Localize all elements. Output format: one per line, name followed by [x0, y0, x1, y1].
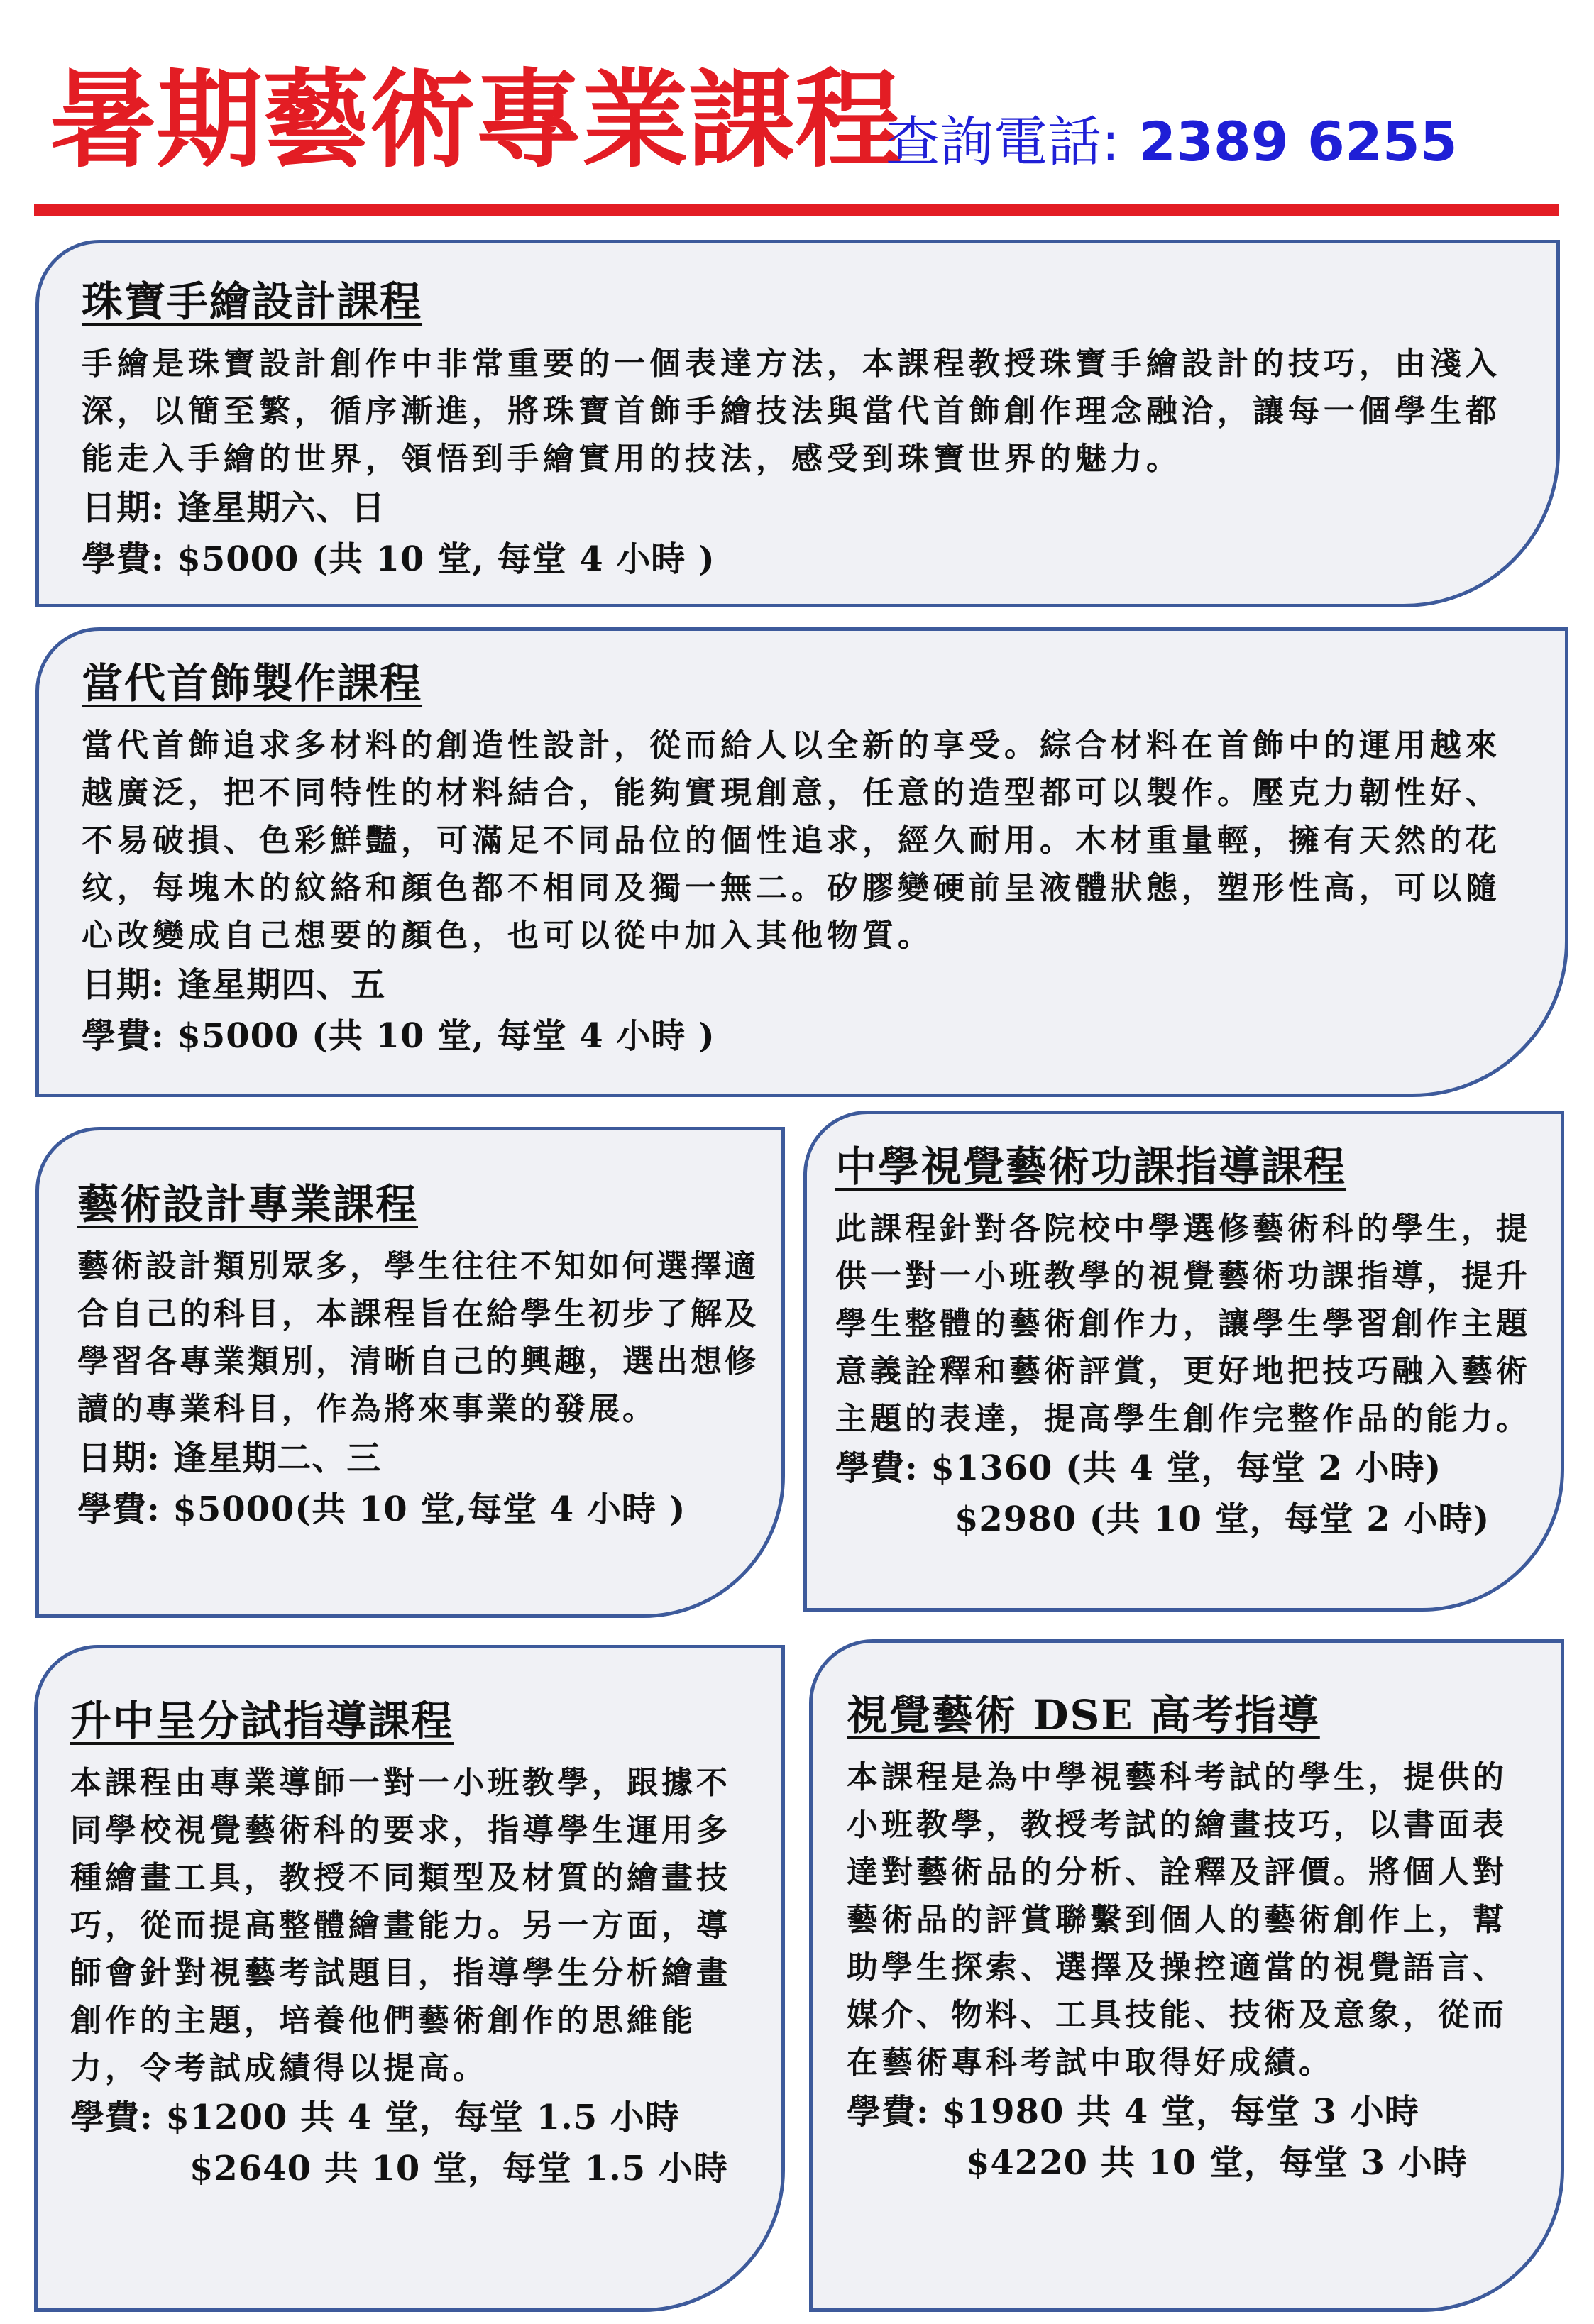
course-fee: 學費: $5000 (共 10 堂, 每堂 4 小時 ): [82, 539, 715, 579]
course-title: 升中呈分試指導課程: [70, 1697, 454, 1745]
title-divider: [34, 204, 1559, 216]
course-card-contemporary-jewellery: [35, 627, 1568, 1097]
course-date: 日期: 逢星期二、三: [77, 1438, 382, 1478]
course-description: 本課程由專業導師一對一小班教學，跟據不同學校視覺藝術科的要求，指導學生運用多種繪畫工具，教授不同類型及材質的繪畫技巧，從而提高整體繪畫能力。另一方面，導師會針對視藝考試題目，指導學生分析繪畫創作的主題，培養他們藝術創作的思維能力，令考試成績得以提高。: [70, 1764, 731, 2086]
course-title: 中學視覺藝術功課指導課程: [835, 1142, 1347, 1191]
course-card-dse-visual-arts: [809, 1639, 1564, 2312]
course-card-jewellery-drawing: [35, 240, 1560, 607]
course-title: 藝術設計專業課程: [77, 1180, 419, 1228]
course-description: 手繪是珠寶設計創作中非常重要的一個表達方法，本課程教授珠寶手繪設計的技巧，由淺入深，以簡至繁，循序漸進，將珠寶首飾手繪技法與當代首飾創作理念融洽，讓每一個學生都能走入手繪的世界，領悟到手繪實用的技法，感受到珠寶世界的魅力。: [82, 345, 1501, 477]
course-title: 視覺藝術 DSE 高考指導: [847, 1691, 1320, 1739]
course-date: 日期: 逢星期四、五: [82, 964, 386, 1005]
course-description: 本課程是為中學視藝科考試的學生，提供的小班教學，教授考試的繪畫技巧，以書面表達對藝術品的分析、詮釋及評價。將個人對藝術品的評賞聯繫到個人的藝術創作上，幫助學生探索、選擇及操控適當的視覺語言、媒介、物料、工具技能、技術及意象，從而在藝術專科考試中取得好成績。: [847, 1758, 1507, 2081]
course-title: 當代首飾製作課程: [82, 659, 423, 707]
course-fee: 學費: $1200 共 4 堂，每堂 1.5 小時: [70, 2097, 680, 2137]
course-fee-alt: $2980 (共 10 堂，每堂 2 小時): [955, 1499, 1490, 1539]
course-fee: 學費: $5000 (共 10 堂, 每堂 4 小時 ): [82, 1015, 715, 1056]
course-fee: 學費: $5000(共 10 堂,每堂 4 小時 ): [77, 1489, 686, 1529]
enquiry-phone: [886, 110, 1458, 173]
page-title: 暑期藝術專業課程: [50, 59, 902, 182]
course-title: 珠寶手繪設計課程: [82, 277, 423, 326]
course-fee-alt: $2640 共 10 堂，每堂 1.5 小時: [189, 2148, 728, 2188]
course-fee: 學費: $1980 共 4 堂，每堂 3 小時: [847, 2091, 1419, 2132]
phone-label: 查詢電話:: [886, 110, 1120, 173]
course-fee: 學費: $1360 (共 4 堂，每堂 2 小時): [835, 1448, 1442, 1488]
course-date: 日期: 逢星期六、日: [82, 488, 386, 528]
course-description: 當代首飾追求多材料的創造性設計，從而給人以全新的享受。綜合材料在首飾中的運用越來越廣泛，把不同特性的材料結合，能夠實現創意，任意的造型都可以製作。壓克力韌性好、 不易破損、色彩鮮豔，可滿足不同品位的個性追求，經久耐用。木材重量輕，擁有天然的花 纹，每塊木的紋絡和顏色都不相同及獨一無二。矽膠變硬前呈液體狀態，塑形性高，可以隨心改變成自己想要的顏色，也可以從中加入其他物質。: [82, 727, 1501, 954]
course-description: 藝術設計類別眾多，學生往往不知如何選擇適合自己的科目，本課程旨在給學生初步了解及學習各專業類別，清晰自己的興趣，選出想修讀的專業科目，作為將來事業的發展。: [77, 1248, 759, 1427]
phone-number: 2389 6255: [1138, 110, 1458, 173]
course-card-secondary-visual-arts: [803, 1111, 1564, 1612]
course-card-art-design: [35, 1127, 785, 1618]
course-card-secondary-entrance: [34, 1645, 785, 2312]
course-fee-alt: $4220 共 10 堂，每堂 3 小時: [966, 2142, 1468, 2183]
course-description: 此課程針對各院校中學選修藝術科的學生，提供一對一小班教學的視覺藝術功課指導，提升學生整體的藝術創作力，讓學生學習創作主題意義詮釋和藝術評賞，更好地把技巧融入藝術主題的表達，提高學生創作完整作品的能力。: [835, 1210, 1531, 1437]
